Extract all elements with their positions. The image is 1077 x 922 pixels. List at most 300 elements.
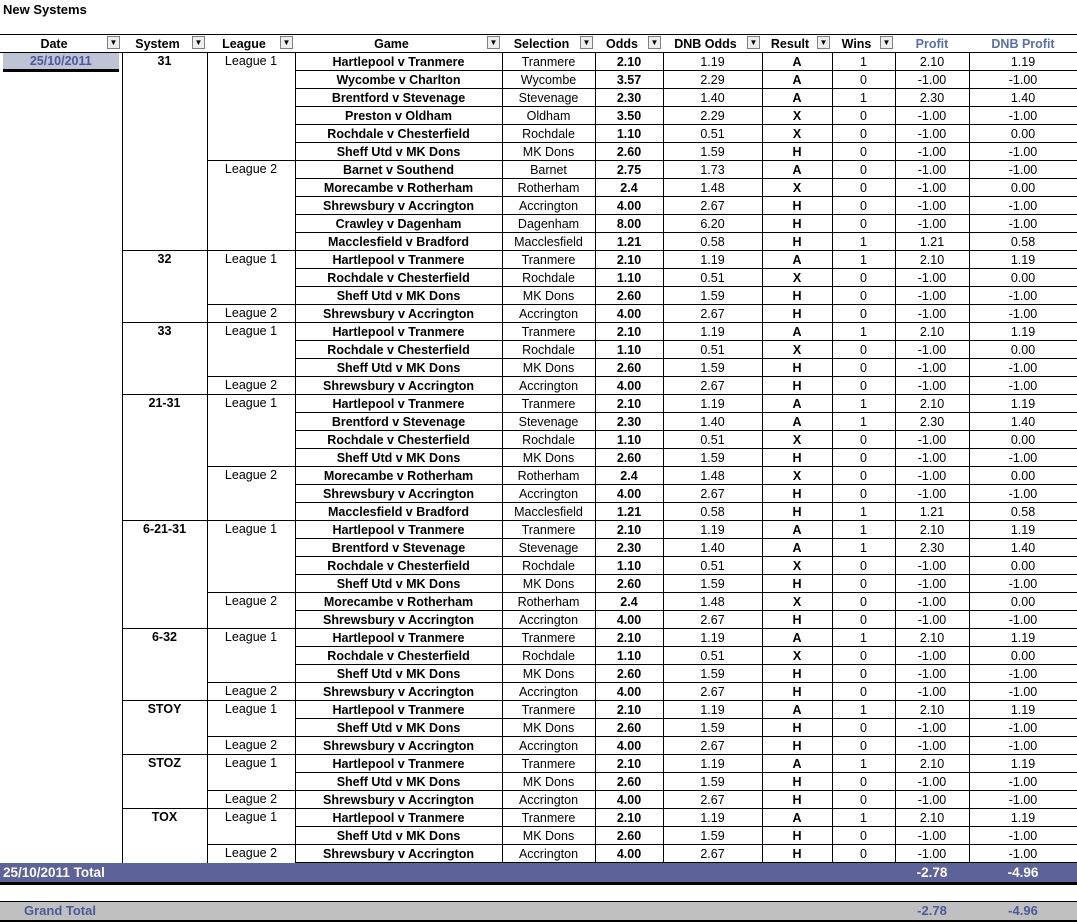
- profit-cell[interactable]: -1.00: [895, 737, 969, 755]
- selection-cell[interactable]: MK Dons: [502, 773, 595, 791]
- dnb-profit-cell[interactable]: -1.00: [969, 791, 1077, 809]
- selection-cell[interactable]: Dagenham: [502, 215, 595, 233]
- odds-cell[interactable]: 4.00: [595, 791, 663, 809]
- selection-cell[interactable]: Macclesfield: [502, 503, 595, 521]
- odds-cell[interactable]: 2.10: [595, 755, 663, 773]
- result-cell[interactable]: X: [762, 107, 832, 125]
- selection-cell[interactable]: Tranmere: [502, 755, 595, 773]
- result-cell[interactable]: H: [762, 197, 832, 215]
- header-dnb-odds[interactable]: DNB Odds ▼: [663, 35, 762, 53]
- dnb-odds-cell[interactable]: 2.67: [663, 305, 762, 323]
- grand-total-label[interactable]: Grand Total: [0, 902, 895, 922]
- dnb-profit-cell[interactable]: -1.00: [969, 71, 1077, 89]
- wins-cell[interactable]: 0: [832, 737, 895, 755]
- dnb-odds-cell[interactable]: 0.51: [663, 647, 762, 665]
- dnb-odds-cell[interactable]: 1.59: [663, 665, 762, 683]
- result-cell[interactable]: H: [762, 719, 832, 737]
- wins-cell[interactable]: 1: [832, 629, 895, 647]
- grand-total-dnb-profit[interactable]: -4.96: [969, 902, 1077, 922]
- date-total-label[interactable]: 25/10/2011 Total: [0, 863, 895, 884]
- profit-cell[interactable]: -1.00: [895, 665, 969, 683]
- odds-cell[interactable]: 3.50: [595, 107, 663, 125]
- dnb-profit-cell[interactable]: -1.00: [969, 575, 1077, 593]
- dnb-profit-cell[interactable]: 1.40: [969, 539, 1077, 557]
- profit-cell[interactable]: 1.21: [895, 503, 969, 521]
- league-cell[interactable]: League 1: [207, 755, 295, 791]
- wins-cell[interactable]: 0: [832, 269, 895, 287]
- wins-cell[interactable]: 0: [832, 575, 895, 593]
- result-cell[interactable]: X: [762, 467, 832, 485]
- selection-cell[interactable]: Stevenage: [502, 539, 595, 557]
- selection-cell[interactable]: Accrington: [502, 197, 595, 215]
- result-cell[interactable]: H: [762, 575, 832, 593]
- dnb-odds-cell[interactable]: 1.19: [663, 251, 762, 269]
- system-cell[interactable]: 33: [122, 323, 207, 395]
- dnb-profit-cell[interactable]: 1.19: [969, 755, 1077, 773]
- wins-cell[interactable]: 0: [832, 665, 895, 683]
- profit-cell[interactable]: -1.00: [895, 485, 969, 503]
- dnb-profit-cell[interactable]: -1.00: [969, 161, 1077, 179]
- selection-cell[interactable]: MK Dons: [502, 827, 595, 845]
- header-profit[interactable]: Profit: [895, 35, 969, 53]
- wins-cell[interactable]: 0: [832, 485, 895, 503]
- game-cell[interactable]: Rochdale v Chesterfield: [295, 647, 502, 665]
- odds-cell[interactable]: 2.30: [595, 89, 663, 107]
- odds-cell[interactable]: 2.30: [595, 413, 663, 431]
- game-cell[interactable]: Sheff Utd v MK Dons: [295, 359, 502, 377]
- result-cell[interactable]: H: [762, 215, 832, 233]
- result-cell[interactable]: A: [762, 539, 832, 557]
- game-cell[interactable]: Sheff Utd v MK Dons: [295, 665, 502, 683]
- profit-cell[interactable]: -1.00: [895, 593, 969, 611]
- dnb-profit-cell[interactable]: 1.19: [969, 521, 1077, 539]
- game-cell[interactable]: Hartlepool v Tranmere: [295, 395, 502, 413]
- result-cell[interactable]: A: [762, 395, 832, 413]
- dnb-profit-cell[interactable]: -1.00: [969, 287, 1077, 305]
- selection-cell[interactable]: Barnet: [502, 161, 595, 179]
- wins-cell[interactable]: 0: [832, 341, 895, 359]
- dnb-odds-cell[interactable]: 2.29: [663, 107, 762, 125]
- dnb-odds-cell[interactable]: 1.59: [663, 287, 762, 305]
- profit-cell[interactable]: -1.00: [895, 179, 969, 197]
- selection-cell[interactable]: Accrington: [502, 485, 595, 503]
- profit-cell[interactable]: -1.00: [895, 647, 969, 665]
- profit-cell[interactable]: -1.00: [895, 719, 969, 737]
- header-dnb-profit[interactable]: DNB Profit: [969, 35, 1077, 53]
- dnb-profit-cell[interactable]: 0.00: [969, 593, 1077, 611]
- dnb-profit-cell[interactable]: -1.00: [969, 719, 1077, 737]
- wins-cell[interactable]: 0: [832, 305, 895, 323]
- wins-cell[interactable]: 1: [832, 53, 895, 71]
- result-cell[interactable]: H: [762, 143, 832, 161]
- result-cell[interactable]: H: [762, 791, 832, 809]
- dnb-profit-cell[interactable]: 1.19: [969, 395, 1077, 413]
- selection-cell[interactable]: MK Dons: [502, 359, 595, 377]
- chevron-down-icon[interactable]: ▼: [580, 36, 593, 49]
- league-cell[interactable]: League 1: [207, 323, 295, 377]
- wins-cell[interactable]: 0: [832, 107, 895, 125]
- game-cell[interactable]: Shrewsbury v Accrington: [295, 377, 502, 395]
- profit-cell[interactable]: -1.00: [895, 827, 969, 845]
- dnb-profit-cell[interactable]: -1.00: [969, 773, 1077, 791]
- dnb-odds-cell[interactable]: 1.19: [663, 701, 762, 719]
- wins-cell[interactable]: 0: [832, 215, 895, 233]
- profit-cell[interactable]: 2.10: [895, 395, 969, 413]
- dnb-odds-cell[interactable]: 0.58: [663, 503, 762, 521]
- game-cell[interactable]: Shrewsbury v Accrington: [295, 305, 502, 323]
- odds-cell[interactable]: 2.10: [595, 323, 663, 341]
- chevron-down-icon[interactable]: ▼: [192, 36, 205, 49]
- wins-cell[interactable]: 0: [832, 197, 895, 215]
- game-cell[interactable]: Barnet v Southend: [295, 161, 502, 179]
- dnb-profit-cell[interactable]: 1.19: [969, 53, 1077, 71]
- league-cell[interactable]: League 2: [207, 737, 295, 755]
- game-cell[interactable]: Sheff Utd v MK Dons: [295, 287, 502, 305]
- result-cell[interactable]: X: [762, 431, 832, 449]
- odds-cell[interactable]: 1.10: [595, 269, 663, 287]
- odds-cell[interactable]: 4.00: [595, 377, 663, 395]
- selection-cell[interactable]: MK Dons: [502, 719, 595, 737]
- odds-cell[interactable]: 1.10: [595, 557, 663, 575]
- wins-cell[interactable]: 0: [832, 377, 895, 395]
- odds-cell[interactable]: 2.60: [595, 665, 663, 683]
- chevron-down-icon[interactable]: ▼: [107, 36, 120, 49]
- selection-cell[interactable]: MK Dons: [502, 449, 595, 467]
- selection-cell[interactable]: Stevenage: [502, 89, 595, 107]
- dnb-odds-cell[interactable]: 1.19: [663, 521, 762, 539]
- selection-cell[interactable]: Rochdale: [502, 269, 595, 287]
- dnb-odds-cell[interactable]: 1.19: [663, 809, 762, 827]
- selection-cell[interactable]: Rotherham: [502, 179, 595, 197]
- wins-cell[interactable]: 0: [832, 287, 895, 305]
- dnb-profit-cell[interactable]: -1.00: [969, 827, 1077, 845]
- odds-cell[interactable]: 2.30: [595, 539, 663, 557]
- selection-cell[interactable]: Oldham: [502, 107, 595, 125]
- selection-cell[interactable]: Accrington: [502, 377, 595, 395]
- system-cell[interactable]: STOY: [122, 701, 207, 755]
- profit-cell[interactable]: -1.00: [895, 215, 969, 233]
- result-cell[interactable]: X: [762, 269, 832, 287]
- game-cell[interactable]: Hartlepool v Tranmere: [295, 251, 502, 269]
- dnb-profit-cell[interactable]: -1.00: [969, 143, 1077, 161]
- selection-cell[interactable]: Accrington: [502, 611, 595, 629]
- profit-cell[interactable]: 2.10: [895, 323, 969, 341]
- profit-cell[interactable]: -1.00: [895, 269, 969, 287]
- result-cell[interactable]: H: [762, 845, 832, 863]
- selection-cell[interactable]: Tranmere: [502, 809, 595, 827]
- dnb-odds-cell[interactable]: 2.67: [663, 737, 762, 755]
- odds-cell[interactable]: 4.00: [595, 305, 663, 323]
- odds-cell[interactable]: 1.21: [595, 233, 663, 251]
- result-cell[interactable]: A: [762, 89, 832, 107]
- wins-cell[interactable]: 0: [832, 719, 895, 737]
- odds-cell[interactable]: 1.10: [595, 647, 663, 665]
- wins-cell[interactable]: 0: [832, 449, 895, 467]
- dnb-odds-cell[interactable]: 0.51: [663, 341, 762, 359]
- game-cell[interactable]: Shrewsbury v Accrington: [295, 611, 502, 629]
- game-cell[interactable]: Sheff Utd v MK Dons: [295, 575, 502, 593]
- odds-cell[interactable]: 2.60: [595, 827, 663, 845]
- chevron-down-icon[interactable]: ▼: [487, 36, 500, 49]
- selection-cell[interactable]: Wycombe: [502, 71, 595, 89]
- league-cell[interactable]: League 1: [207, 53, 295, 161]
- profit-cell[interactable]: -1.00: [895, 107, 969, 125]
- league-cell[interactable]: League 2: [207, 377, 295, 395]
- odds-cell[interactable]: 4.00: [595, 737, 663, 755]
- wins-cell[interactable]: 0: [832, 71, 895, 89]
- system-cell[interactable]: 32: [122, 251, 207, 323]
- dnb-profit-cell[interactable]: 0.00: [969, 125, 1077, 143]
- profit-cell[interactable]: 2.10: [895, 809, 969, 827]
- dnb-profit-cell[interactable]: -1.00: [969, 359, 1077, 377]
- wins-cell[interactable]: 0: [832, 791, 895, 809]
- league-cell[interactable]: League 2: [207, 683, 295, 701]
- result-cell[interactable]: H: [762, 827, 832, 845]
- result-cell[interactable]: X: [762, 557, 832, 575]
- result-cell[interactable]: A: [762, 755, 832, 773]
- profit-cell[interactable]: 2.30: [895, 413, 969, 431]
- odds-cell[interactable]: 2.10: [595, 251, 663, 269]
- wins-cell[interactable]: 0: [832, 467, 895, 485]
- dnb-profit-cell[interactable]: -1.00: [969, 197, 1077, 215]
- wins-cell[interactable]: 1: [832, 539, 895, 557]
- result-cell[interactable]: H: [762, 359, 832, 377]
- dnb-odds-cell[interactable]: 2.67: [663, 197, 762, 215]
- game-cell[interactable]: Hartlepool v Tranmere: [295, 53, 502, 71]
- dnb-odds-cell[interactable]: 1.59: [663, 449, 762, 467]
- dnb-odds-cell[interactable]: 6.20: [663, 215, 762, 233]
- game-cell[interactable]: Brentford v Stevenage: [295, 413, 502, 431]
- game-cell[interactable]: Hartlepool v Tranmere: [295, 809, 502, 827]
- profit-cell[interactable]: -1.00: [895, 341, 969, 359]
- wins-cell[interactable]: 0: [832, 557, 895, 575]
- result-cell[interactable]: A: [762, 161, 832, 179]
- league-cell[interactable]: League 2: [207, 845, 295, 863]
- dnb-profit-cell[interactable]: -1.00: [969, 215, 1077, 233]
- date-total-profit[interactable]: -2.78: [895, 863, 969, 884]
- odds-cell[interactable]: 2.60: [595, 719, 663, 737]
- system-cell[interactable]: 21-31: [122, 395, 207, 521]
- wins-cell[interactable]: 1: [832, 701, 895, 719]
- dnb-odds-cell[interactable]: 1.19: [663, 629, 762, 647]
- dnb-odds-cell[interactable]: 1.40: [663, 413, 762, 431]
- profit-cell[interactable]: -1.00: [895, 143, 969, 161]
- league-cell[interactable]: League 1: [207, 521, 295, 593]
- wins-cell[interactable]: 1: [832, 395, 895, 413]
- dnb-profit-cell[interactable]: 1.40: [969, 413, 1077, 431]
- profit-cell[interactable]: -1.00: [895, 575, 969, 593]
- odds-cell[interactable]: 4.00: [595, 611, 663, 629]
- header-result[interactable]: Result ▼: [762, 35, 832, 53]
- odds-cell[interactable]: 2.60: [595, 575, 663, 593]
- game-cell[interactable]: Hartlepool v Tranmere: [295, 521, 502, 539]
- game-cell[interactable]: Rochdale v Chesterfield: [295, 557, 502, 575]
- chevron-down-icon[interactable]: ▼: [747, 36, 760, 49]
- game-cell[interactable]: Hartlepool v Tranmere: [295, 323, 502, 341]
- dnb-odds-cell[interactable]: 1.73: [663, 161, 762, 179]
- selection-cell[interactable]: MK Dons: [502, 575, 595, 593]
- result-cell[interactable]: H: [762, 233, 832, 251]
- profit-cell[interactable]: -1.00: [895, 791, 969, 809]
- odds-cell[interactable]: 1.10: [595, 431, 663, 449]
- odds-cell[interactable]: 2.60: [595, 359, 663, 377]
- header-wins[interactable]: Wins ▼: [832, 35, 895, 53]
- dnb-profit-cell[interactable]: -1.00: [969, 845, 1077, 863]
- odds-cell[interactable]: 2.60: [595, 143, 663, 161]
- result-cell[interactable]: X: [762, 125, 832, 143]
- game-cell[interactable]: Shrewsbury v Accrington: [295, 683, 502, 701]
- dnb-profit-cell[interactable]: -1.00: [969, 107, 1077, 125]
- game-cell[interactable]: Hartlepool v Tranmere: [295, 755, 502, 773]
- dnb-odds-cell[interactable]: 1.59: [663, 827, 762, 845]
- selection-cell[interactable]: MK Dons: [502, 143, 595, 161]
- selection-cell[interactable]: Rotherham: [502, 593, 595, 611]
- result-cell[interactable]: A: [762, 323, 832, 341]
- game-cell[interactable]: Shrewsbury v Accrington: [295, 845, 502, 863]
- dnb-odds-cell[interactable]: 2.67: [663, 845, 762, 863]
- wins-cell[interactable]: 1: [832, 413, 895, 431]
- odds-cell[interactable]: 4.00: [595, 197, 663, 215]
- profit-cell[interactable]: 2.10: [895, 701, 969, 719]
- league-cell[interactable]: League 1: [207, 701, 295, 737]
- wins-cell[interactable]: 0: [832, 845, 895, 863]
- dnb-profit-cell[interactable]: 1.40: [969, 89, 1077, 107]
- system-cell[interactable]: TOX: [122, 809, 207, 863]
- selection-cell[interactable]: MK Dons: [502, 665, 595, 683]
- chevron-down-icon[interactable]: ▼: [280, 36, 293, 49]
- profit-cell[interactable]: -1.00: [895, 557, 969, 575]
- wins-cell[interactable]: 0: [832, 143, 895, 161]
- dnb-odds-cell[interactable]: 0.51: [663, 557, 762, 575]
- profit-cell[interactable]: -1.00: [895, 305, 969, 323]
- league-cell[interactable]: League 1: [207, 629, 295, 683]
- odds-cell[interactable]: 4.00: [595, 845, 663, 863]
- league-cell[interactable]: League 2: [207, 305, 295, 323]
- header-league[interactable]: League ▼: [207, 35, 295, 53]
- league-cell[interactable]: League 1: [207, 809, 295, 845]
- result-cell[interactable]: A: [762, 251, 832, 269]
- selection-cell[interactable]: Tranmere: [502, 701, 595, 719]
- dnb-odds-cell[interactable]: 0.51: [663, 431, 762, 449]
- result-cell[interactable]: H: [762, 683, 832, 701]
- selection-cell[interactable]: Accrington: [502, 737, 595, 755]
- profit-cell[interactable]: -1.00: [895, 845, 969, 863]
- dnb-profit-cell[interactable]: 0.00: [969, 179, 1077, 197]
- profit-cell[interactable]: -1.00: [895, 773, 969, 791]
- dnb-odds-cell[interactable]: 0.51: [663, 125, 762, 143]
- dnb-profit-cell[interactable]: 0.00: [969, 557, 1077, 575]
- game-cell[interactable]: Morecambe v Rotherham: [295, 593, 502, 611]
- league-cell[interactable]: League 2: [207, 467, 295, 521]
- odds-cell[interactable]: 2.4: [595, 467, 663, 485]
- header-date[interactable]: Date ▼: [0, 35, 122, 53]
- selection-cell[interactable]: Rochdale: [502, 557, 595, 575]
- selection-cell[interactable]: MK Dons: [502, 287, 595, 305]
- profit-cell[interactable]: -1.00: [895, 611, 969, 629]
- profit-cell[interactable]: 2.30: [895, 539, 969, 557]
- wins-cell[interactable]: 0: [832, 359, 895, 377]
- header-selection[interactable]: Selection ▼: [502, 35, 595, 53]
- profit-cell[interactable]: 2.10: [895, 53, 969, 71]
- selection-cell[interactable]: Rochdale: [502, 125, 595, 143]
- system-cell[interactable]: 31: [122, 53, 207, 251]
- result-cell[interactable]: X: [762, 647, 832, 665]
- grand-total-profit[interactable]: -2.78: [895, 902, 969, 922]
- dnb-profit-cell[interactable]: -1.00: [969, 377, 1077, 395]
- selection-cell[interactable]: Accrington: [502, 683, 595, 701]
- odds-cell[interactable]: 8.00: [595, 215, 663, 233]
- odds-cell[interactable]: 2.60: [595, 773, 663, 791]
- result-cell[interactable]: H: [762, 305, 832, 323]
- wins-cell[interactable]: 1: [832, 251, 895, 269]
- league-cell[interactable]: League 1: [207, 395, 295, 467]
- result-cell[interactable]: X: [762, 341, 832, 359]
- result-cell[interactable]: A: [762, 413, 832, 431]
- game-cell[interactable]: Sheff Utd v MK Dons: [295, 773, 502, 791]
- dnb-odds-cell[interactable]: 0.51: [663, 269, 762, 287]
- profit-cell[interactable]: -1.00: [895, 161, 969, 179]
- odds-cell[interactable]: 2.10: [595, 701, 663, 719]
- selection-cell[interactable]: Rochdale: [502, 647, 595, 665]
- result-cell[interactable]: H: [762, 665, 832, 683]
- profit-cell[interactable]: -1.00: [895, 449, 969, 467]
- dnb-profit-cell[interactable]: 0.58: [969, 503, 1077, 521]
- dnb-profit-cell[interactable]: -1.00: [969, 305, 1077, 323]
- game-cell[interactable]: Preston v Oldham: [295, 107, 502, 125]
- game-cell[interactable]: Rochdale v Chesterfield: [295, 125, 502, 143]
- wins-cell[interactable]: 0: [832, 827, 895, 845]
- dnb-odds-cell[interactable]: 1.59: [663, 719, 762, 737]
- header-system[interactable]: System ▼: [122, 35, 207, 53]
- dnb-profit-cell[interactable]: 1.19: [969, 323, 1077, 341]
- wins-cell[interactable]: 1: [832, 89, 895, 107]
- dnb-odds-cell[interactable]: 2.67: [663, 377, 762, 395]
- profit-cell[interactable]: -1.00: [895, 287, 969, 305]
- dnb-profit-cell[interactable]: -1.00: [969, 683, 1077, 701]
- wins-cell[interactable]: 0: [832, 125, 895, 143]
- dnb-profit-cell[interactable]: 1.19: [969, 809, 1077, 827]
- dnb-profit-cell[interactable]: 0.00: [969, 341, 1077, 359]
- result-cell[interactable]: H: [762, 737, 832, 755]
- odds-cell[interactable]: 1.10: [595, 125, 663, 143]
- profit-cell[interactable]: 2.10: [895, 629, 969, 647]
- dnb-odds-cell[interactable]: 2.67: [663, 485, 762, 503]
- game-cell[interactable]: Sheff Utd v MK Dons: [295, 719, 502, 737]
- dnb-odds-cell[interactable]: 2.29: [663, 71, 762, 89]
- game-cell[interactable]: Macclesfield v Bradford: [295, 503, 502, 521]
- odds-cell[interactable]: 2.10: [595, 53, 663, 71]
- selection-cell[interactable]: Stevenage: [502, 413, 595, 431]
- result-cell[interactable]: A: [762, 53, 832, 71]
- game-cell[interactable]: Rochdale v Chesterfield: [295, 431, 502, 449]
- game-cell[interactable]: Shrewsbury v Accrington: [295, 737, 502, 755]
- dnb-odds-cell[interactable]: 1.19: [663, 323, 762, 341]
- profit-cell[interactable]: -1.00: [895, 377, 969, 395]
- result-cell[interactable]: H: [762, 773, 832, 791]
- selection-cell[interactable]: Accrington: [502, 845, 595, 863]
- selection-cell[interactable]: Rochdale: [502, 431, 595, 449]
- result-cell[interactable]: H: [762, 485, 832, 503]
- odds-cell[interactable]: 4.00: [595, 485, 663, 503]
- result-cell[interactable]: A: [762, 521, 832, 539]
- dnb-profit-cell[interactable]: -1.00: [969, 611, 1077, 629]
- odds-cell[interactable]: 2.60: [595, 287, 663, 305]
- wins-cell[interactable]: 0: [832, 593, 895, 611]
- game-cell[interactable]: Hartlepool v Tranmere: [295, 701, 502, 719]
- odds-cell[interactable]: 1.21: [595, 503, 663, 521]
- chevron-down-icon[interactable]: ▼: [880, 36, 893, 49]
- result-cell[interactable]: A: [762, 629, 832, 647]
